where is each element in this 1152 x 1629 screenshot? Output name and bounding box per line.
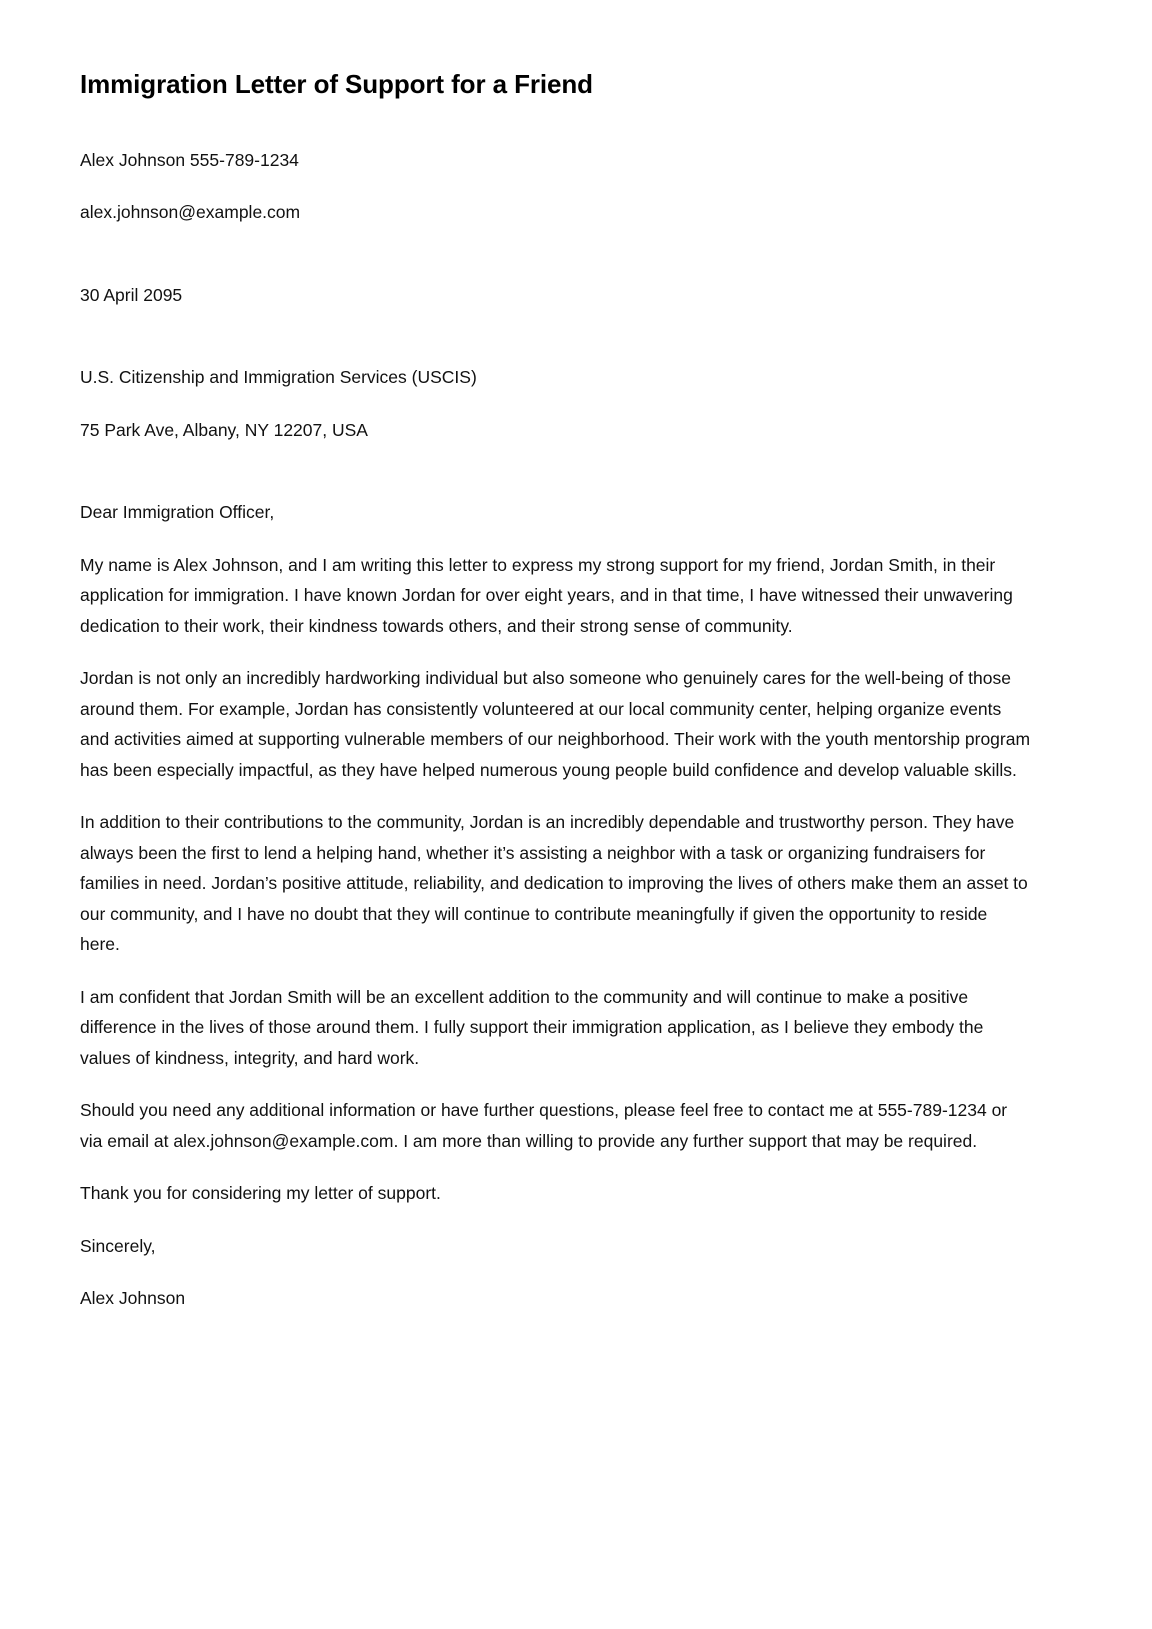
body-paragraph: I am confident that Jordan Smith will be an excellent addition to the community and will continue to make a positive difference in the lives of those around them. I fully support their immigration application, as I believe they embody the values of kindness, integrity, and hard work. <box>80 986 984 1068</box>
letter-date: 30 April 2095 <box>80 284 183 305</box>
closing-salutation: Sincerely, <box>80 1235 156 1256</box>
page-title: Immigration Letter of Support for a Friend <box>80 69 593 99</box>
spacer-before-salutation <box>80 467 1034 497</box>
body-paragraph: Should you need any additional information or have further questions, please feel free to contact me at 555-789-1234 or via email at alex.johnson@example.com. I am more than willing to provide any further support that may be required. <box>80 1100 1008 1151</box>
body-paragraph: In addition to their contributions to the community, Jordan is an incredibly dependable and trustworthy person. They have always been the first to lend a helping hand, whether it’s assisting a neighbor with a task or organizing fundraisers for families in need. Jordan’s positive attitude, reliability, and dedication to improving the lives of others make them an asset to our community, and I have no doubt that they will continue to contribute meaningfully if given the opportunity to reside here. <box>80 812 1028 954</box>
spacer-before-date <box>80 250 1034 280</box>
sender-name-phone: Alex Johnson 555-789-1234 <box>80 149 299 170</box>
sender-email: alex.johnson@example.com <box>80 202 301 222</box>
recipient-address: 75 Park Ave, Albany, NY 12207, USA <box>80 419 368 440</box>
signature-name: Alex Johnson <box>80 1288 186 1308</box>
salutation: Dear Immigration Officer, <box>80 502 275 522</box>
body-paragraph: My name is Alex Johnson, and I am writing this letter to express my strong support for my friend, Jordan Smith, in their application for immigration. I have known Jordan for over eight years, and in that time, I have witnessed their unwavering dedication to their work, their kindness towards others, and their strong sense of community. <box>80 554 1013 636</box>
recipient-organization: U.S. Citizenship and Immigration Services (USCIS) <box>80 367 477 387</box>
spacer-before-recipient <box>80 332 1034 362</box>
body-paragraph: Thank you for considering my letter of support. <box>80 1183 441 1203</box>
body-paragraph: Jordan is not only an incredibly hardworking individual but also someone who genuinely cares for the well-being of those around them. For example, Jordan has consistently volunteered at our local community center, helping organize events and activities aimed at supporting vulnerable members of our neighborhood. Their work with the youth mentorship program has been especially impactful, as they have helped numerous young people build confidence and develop valuable skills. <box>80 668 1031 780</box>
